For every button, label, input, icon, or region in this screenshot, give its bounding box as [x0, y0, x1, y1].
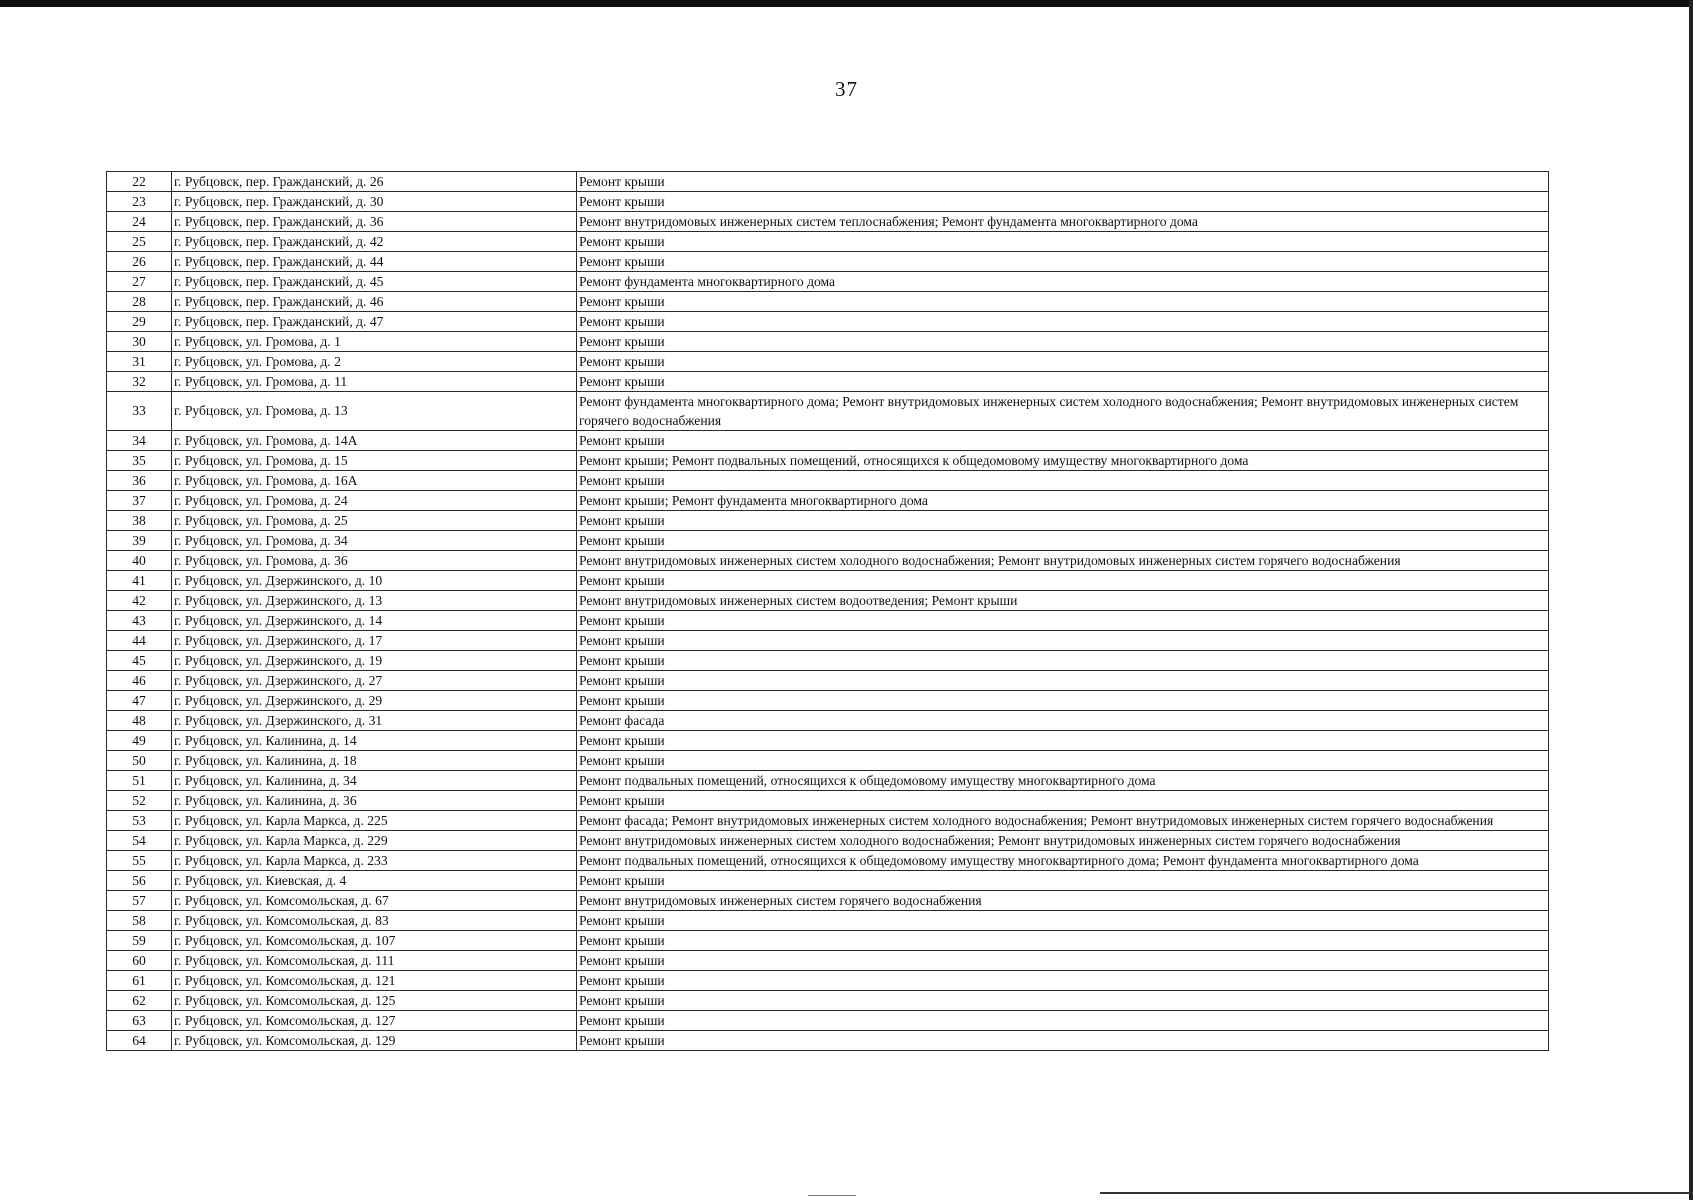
row-number-cell: 36 — [107, 471, 172, 491]
repair-work-cell: Ремонт крыши — [577, 292, 1549, 312]
repair-work-cell: Ремонт крыши — [577, 372, 1549, 392]
table-row — [107, 651, 1549, 671]
repair-work-cell: Ремонт крыши — [577, 871, 1549, 891]
table-row — [107, 991, 1549, 1011]
row-number-cell: 32 — [107, 372, 172, 392]
table-row — [107, 791, 1549, 811]
table-row — [107, 931, 1549, 951]
repair-work-cell: Ремонт крыши — [577, 931, 1549, 951]
repair-work-cell: Ремонт крыши — [577, 731, 1549, 751]
scan-top-border — [0, 0, 1693, 7]
repair-work-cell: Ремонт крыши — [577, 991, 1549, 1011]
repair-work-cell: Ремонт крыши — [577, 332, 1549, 352]
address-cell: г. Рубцовск, ул. Громова, д. 25 — [172, 511, 577, 531]
repair-work-cell: Ремонт фасада; Ремонт внутридомовых инженерных систем холодного водоснабжения; Ремонт внутридомовых инженерных систем горячего водоснабжения — [577, 811, 1549, 831]
repair-work-cell: Ремонт подвальных помещений, относящихся к общедомовому имуществу многоквартирного дома; Ремонт фундамента многоквартирного дома — [577, 851, 1549, 871]
row-number-cell: 29 — [107, 312, 172, 332]
address-cell: г. Рубцовск, ул. Комсомольская, д. 129 — [172, 1031, 577, 1051]
repair-work-cell: Ремонт крыши — [577, 352, 1549, 372]
row-number-cell: 41 — [107, 571, 172, 591]
row-number-cell: 22 — [107, 172, 172, 192]
table-row — [107, 631, 1549, 651]
address-cell: г. Рубцовск, пер. Гражданский, д. 44 — [172, 252, 577, 272]
address-cell: г. Рубцовск, ул. Калинина, д. 36 — [172, 791, 577, 811]
address-cell: г. Рубцовск, ул. Дзержинского, д. 31 — [172, 711, 577, 731]
address-cell: г. Рубцовск, ул. Карла Маркса, д. 229 — [172, 831, 577, 851]
repair-work-cell: Ремонт внутридомовых инженерных систем водоотведения; Ремонт крыши — [577, 591, 1549, 611]
repair-work-cell: Ремонт крыши — [577, 571, 1549, 591]
address-cell: г. Рубцовск, ул. Комсомольская, д. 67 — [172, 891, 577, 911]
table-row — [107, 292, 1549, 312]
table-row — [107, 751, 1549, 771]
row-number-cell: 62 — [107, 991, 172, 1011]
address-cell: г. Рубцовск, пер. Гражданский, д. 36 — [172, 212, 577, 232]
repair-work-cell: Ремонт крыши — [577, 531, 1549, 551]
row-number-cell: 37 — [107, 491, 172, 511]
row-number-cell: 55 — [107, 851, 172, 871]
table-row — [107, 392, 1549, 431]
table-row — [107, 851, 1549, 871]
table-row — [107, 232, 1549, 252]
table-row — [107, 272, 1549, 292]
repair-work-cell: Ремонт крыши — [577, 611, 1549, 631]
repair-work-cell: Ремонт крыши — [577, 791, 1549, 811]
table-row — [107, 431, 1549, 451]
table-row — [107, 471, 1549, 491]
row-number-cell: 53 — [107, 811, 172, 831]
table-row — [107, 491, 1549, 511]
address-cell: г. Рубцовск, ул. Киевская, д. 4 — [172, 871, 577, 891]
repair-work-cell: Ремонт крыши — [577, 671, 1549, 691]
table-row — [107, 511, 1549, 531]
table-body — [107, 172, 1549, 1051]
address-cell: г. Рубцовск, ул. Комсомольская, д. 127 — [172, 1011, 577, 1031]
table-row — [107, 1031, 1549, 1051]
row-number-cell: 33 — [107, 392, 172, 431]
address-cell: г. Рубцовск, ул. Дзержинского, д. 29 — [172, 691, 577, 711]
row-number-cell: 46 — [107, 671, 172, 691]
repair-work-cell: Ремонт крыши — [577, 951, 1549, 971]
repair-work-cell: Ремонт крыши — [577, 471, 1549, 491]
repair-work-cell: Ремонт фасада — [577, 711, 1549, 731]
address-cell: г. Рубцовск, ул. Громова, д. 11 — [172, 372, 577, 392]
row-number-cell: 60 — [107, 951, 172, 971]
row-number-cell: 43 — [107, 611, 172, 631]
table-row — [107, 312, 1549, 332]
repair-work-cell: Ремонт фундамента многоквартирного дома — [577, 272, 1549, 292]
address-cell: г. Рубцовск, ул. Комсомольская, д. 107 — [172, 931, 577, 951]
table-row — [107, 871, 1549, 891]
address-cell: г. Рубцовск, ул. Дзержинского, д. 27 — [172, 671, 577, 691]
row-number-cell: 38 — [107, 511, 172, 531]
row-number-cell: 26 — [107, 252, 172, 272]
repair-work-cell: Ремонт крыши — [577, 172, 1549, 192]
row-number-cell: 44 — [107, 631, 172, 651]
repair-work-cell: Ремонт крыши — [577, 631, 1549, 651]
row-number-cell: 58 — [107, 911, 172, 931]
repair-work-cell: Ремонт крыши; Ремонт фундамента многоквартирного дома — [577, 491, 1549, 511]
row-number-cell: 30 — [107, 332, 172, 352]
table-row — [107, 571, 1549, 591]
table-row — [107, 771, 1549, 791]
row-number-cell: 40 — [107, 551, 172, 571]
row-number-cell: 63 — [107, 1011, 172, 1031]
row-number-cell: 64 — [107, 1031, 172, 1051]
address-cell: г. Рубцовск, ул. Дзержинского, д. 10 — [172, 571, 577, 591]
table-row — [107, 971, 1549, 991]
address-cell: г. Рубцовск, пер. Гражданский, д. 26 — [172, 172, 577, 192]
row-number-cell: 47 — [107, 691, 172, 711]
scan-bottom-border — [1100, 1192, 1693, 1194]
table-row — [107, 811, 1549, 831]
table-row — [107, 551, 1549, 571]
address-cell: г. Рубцовск, ул. Громова, д. 36 — [172, 551, 577, 571]
address-cell: г. Рубцовск, пер. Гражданский, д. 46 — [172, 292, 577, 312]
table-row — [107, 451, 1549, 471]
row-number-cell: 42 — [107, 591, 172, 611]
row-number-cell: 61 — [107, 971, 172, 991]
table-row — [107, 332, 1549, 352]
address-cell: г. Рубцовск, ул. Карла Маркса, д. 233 — [172, 851, 577, 871]
page-number: 37 — [835, 77, 858, 101]
repair-work-cell: Ремонт крыши — [577, 751, 1549, 771]
address-cell: г. Рубцовск, ул. Громова, д. 24 — [172, 491, 577, 511]
repair-work-cell: Ремонт фундамента многоквартирного дома; Ремонт внутридомовых инженерных систем холодного водоснабжения; Ремонт внутридомовых инженерных систем горячего водоснабжения — [577, 392, 1549, 431]
table-row — [107, 531, 1549, 551]
address-cell: г. Рубцовск, ул. Дзержинского, д. 13 — [172, 591, 577, 611]
table-row — [107, 671, 1549, 691]
row-number-cell: 45 — [107, 651, 172, 671]
repair-work-cell: Ремонт внутридомовых инженерных систем теплоснабжения; Ремонт фундамента многоквартирного дома — [577, 212, 1549, 232]
row-number-cell: 51 — [107, 771, 172, 791]
row-number-cell: 25 — [107, 232, 172, 252]
address-cell: г. Рубцовск, ул. Комсомольская, д. 125 — [172, 991, 577, 1011]
address-cell: г. Рубцовск, ул. Дзержинского, д. 14 — [172, 611, 577, 631]
repair-work-cell: Ремонт крыши — [577, 192, 1549, 212]
address-cell: г. Рубцовск, пер. Гражданский, д. 47 — [172, 312, 577, 332]
row-number-cell: 28 — [107, 292, 172, 312]
address-cell: г. Рубцовск, ул. Громова, д. 13 — [172, 392, 577, 431]
table-row — [107, 192, 1549, 212]
address-cell: г. Рубцовск, ул. Громова, д. 1 — [172, 332, 577, 352]
scan-bottom-mark — [808, 1195, 856, 1196]
address-cell: г. Рубцовск, пер. Гражданский, д. 42 — [172, 232, 577, 252]
address-cell: г. Рубцовск, ул. Громова, д. 2 — [172, 352, 577, 372]
table-row — [107, 252, 1549, 272]
address-cell: г. Рубцовск, ул. Комсомольская, д. 83 — [172, 911, 577, 931]
table-row — [107, 691, 1549, 711]
table-row — [107, 212, 1549, 232]
row-number-cell: 34 — [107, 431, 172, 451]
row-number-cell: 52 — [107, 791, 172, 811]
repair-work-cell: Ремонт крыши; Ремонт подвальных помещений, относящихся к общедомовому имуществу многоквартирного дома — [577, 451, 1549, 471]
repair-work-cell: Ремонт крыши — [577, 971, 1549, 991]
table-row — [107, 731, 1549, 751]
repair-work-cell: Ремонт крыши — [577, 511, 1549, 531]
table-row — [107, 951, 1549, 971]
address-cell: г. Рубцовск, ул. Громова, д. 15 — [172, 451, 577, 471]
row-number-cell: 59 — [107, 931, 172, 951]
row-number-cell: 27 — [107, 272, 172, 292]
repair-work-cell: Ремонт крыши — [577, 1031, 1549, 1051]
row-number-cell: 57 — [107, 891, 172, 911]
scan-right-border — [1689, 0, 1693, 1200]
repair-work-cell: Ремонт крыши — [577, 252, 1549, 272]
address-cell: г. Рубцовск, ул. Громова, д. 16А — [172, 471, 577, 491]
row-number-cell: 50 — [107, 751, 172, 771]
row-number-cell: 54 — [107, 831, 172, 851]
row-number-cell: 39 — [107, 531, 172, 551]
table-row — [107, 711, 1549, 731]
repair-work-cell: Ремонт крыши — [577, 651, 1549, 671]
address-cell: г. Рубцовск, ул. Громова, д. 14А — [172, 431, 577, 451]
repair-work-cell: Ремонт внутридомовых инженерных систем холодного водоснабжения; Ремонт внутридомовых инженерных систем горячего водоснабжения — [577, 551, 1549, 571]
table-row — [107, 372, 1549, 392]
row-number-cell: 31 — [107, 352, 172, 372]
repair-work-cell: Ремонт крыши — [577, 431, 1549, 451]
row-number-cell: 35 — [107, 451, 172, 471]
table-row — [107, 591, 1549, 611]
row-number-cell: 24 — [107, 212, 172, 232]
address-cell: г. Рубцовск, ул. Калинина, д. 18 — [172, 751, 577, 771]
address-cell: г. Рубцовск, ул. Дзержинского, д. 19 — [172, 651, 577, 671]
table-row — [107, 891, 1549, 911]
row-number-cell: 23 — [107, 192, 172, 212]
row-number-cell: 49 — [107, 731, 172, 751]
address-cell: г. Рубцовск, ул. Комсомольская, д. 121 — [172, 971, 577, 991]
table-row — [107, 911, 1549, 931]
repair-work-cell: Ремонт крыши — [577, 1011, 1549, 1031]
table-row — [107, 352, 1549, 372]
repair-work-cell: Ремонт крыши — [577, 232, 1549, 252]
address-cell: г. Рубцовск, ул. Комсомольская, д. 111 — [172, 951, 577, 971]
row-number-cell: 56 — [107, 871, 172, 891]
address-cell: г. Рубцовск, ул. Дзержинского, д. 17 — [172, 631, 577, 651]
address-cell: г. Рубцовск, ул. Громова, д. 34 — [172, 531, 577, 551]
address-cell: г. Рубцовск, пер. Гражданский, д. 45 — [172, 272, 577, 292]
repair-work-cell: Ремонт внутридомовых инженерных систем холодного водоснабжения; Ремонт внутридомовых инженерных систем горячего водоснабжения — [577, 831, 1549, 851]
repair-work-cell: Ремонт подвальных помещений, относящихся к общедомовому имуществу многоквартирного дома — [577, 771, 1549, 791]
address-cell: г. Рубцовск, ул. Калинина, д. 14 — [172, 731, 577, 751]
repair-work-cell: Ремонт крыши — [577, 911, 1549, 931]
repair-work-cell: Ремонт крыши — [577, 691, 1549, 711]
repair-work-cell: Ремонт внутридомовых инженерных систем горячего водоснабжения — [577, 891, 1549, 911]
table-row — [107, 172, 1549, 192]
repair-schedule-table — [106, 171, 1549, 1051]
table-row — [107, 611, 1549, 631]
row-number-cell: 48 — [107, 711, 172, 731]
table-row — [107, 1011, 1549, 1031]
address-cell: г. Рубцовск, ул. Калинина, д. 34 — [172, 771, 577, 791]
table-row — [107, 831, 1549, 851]
address-cell: г. Рубцовск, ул. Карла Маркса, д. 225 — [172, 811, 577, 831]
repair-work-cell: Ремонт крыши — [577, 312, 1549, 332]
address-cell: г. Рубцовск, пер. Гражданский, д. 30 — [172, 192, 577, 212]
